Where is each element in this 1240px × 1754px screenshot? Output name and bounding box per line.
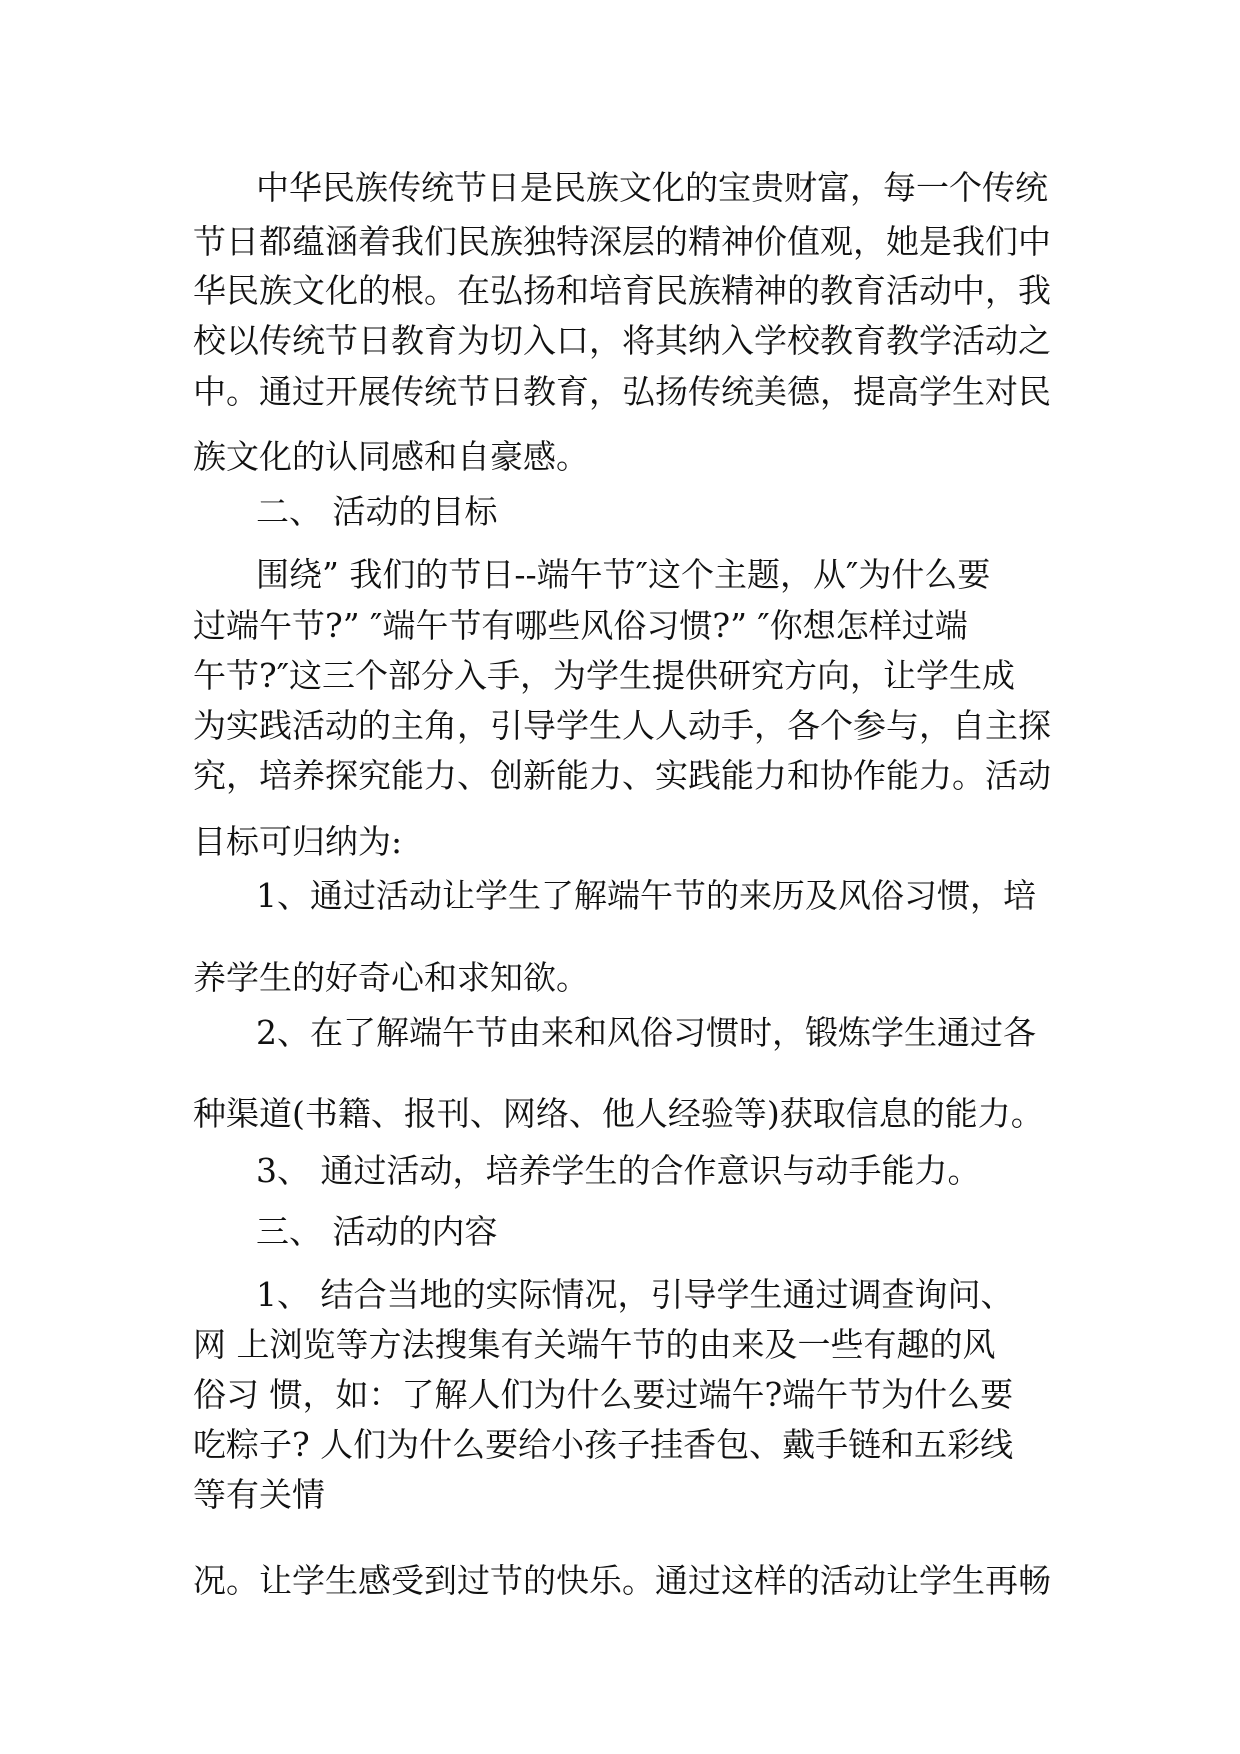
section-heading: 三、 活动的内容 bbox=[256, 1212, 498, 1251]
text-line: 网 上浏览等方法搜集有关端午节的由来及一些有趣的风 bbox=[193, 1325, 996, 1364]
text-line: 养学生的好奇心和求知欲。 bbox=[193, 958, 589, 997]
text-line: 午节?″这三个部分入手，为学生提供研究方向，让学生成 bbox=[193, 656, 1016, 695]
text-line: 目标可归纳为: bbox=[193, 822, 403, 861]
list-item: 1、通过活动让学生了解端午节的来历及风俗习惯，培 bbox=[256, 876, 1036, 915]
text-line: 俗习 惯，如：了解人们为什么要过端午?端午节为什么要 bbox=[193, 1375, 1014, 1414]
text-line: 吃粽子? 人们为什么要给小孩子挂香包、戴手链和五彩线 bbox=[193, 1425, 1014, 1464]
text-line: 中。通过开展传统节日教育，弘扬传统美德，提高学生对民 bbox=[193, 372, 1051, 411]
text-line: 种渠道(书籍、报刊、网络、他人经验等)获取信息的能力。 bbox=[193, 1094, 1044, 1133]
text-line: 族文化的认同感和自豪感。 bbox=[193, 437, 589, 476]
text-line: 中华民族传统节日是民族文化的宝贵财富，每一个传统 bbox=[256, 168, 1048, 207]
text-line: 节日都蕴涵着我们民族独特深层的精神价值观，她是我们中 bbox=[193, 222, 1051, 261]
text-line: 校以传统节日教育为切入口，将其纳入学校教育教学活动之 bbox=[193, 321, 1051, 360]
text-line: 究，培养探究能力、创新能力、实践能力和协作能力。活动 bbox=[193, 756, 1051, 795]
text-line: 为实践活动的主角，引导学生人人动手，各个参与，自主探 bbox=[193, 706, 1051, 745]
section-heading: 二、 活动的目标 bbox=[256, 492, 498, 531]
text-line: 况。让学生感受到过节的快乐。通过这样的活动让学生再畅 bbox=[193, 1561, 1051, 1600]
list-item: 3、 通过活动，培养学生的合作意识与动手能力。 bbox=[256, 1151, 981, 1190]
text-line: 等有关情 bbox=[193, 1475, 325, 1514]
text-line: 华民族文化的根。在弘扬和培育民族精神的教育活动中，我 bbox=[193, 271, 1051, 310]
list-item: 2、在了解端午节由来和风俗习惯时，锻炼学生通过各 bbox=[256, 1013, 1036, 1052]
text-line: 围绕” 我们的节日--端午节″这个主题，从″为什么要 bbox=[256, 555, 991, 594]
list-item: 1、 结合当地的实际情况，引导学生通过调查询问、 bbox=[256, 1275, 1014, 1314]
text-line: 过端午节?” ″端午节有哪些风俗习惯?” ″你想怎样过端 bbox=[193, 606, 968, 645]
